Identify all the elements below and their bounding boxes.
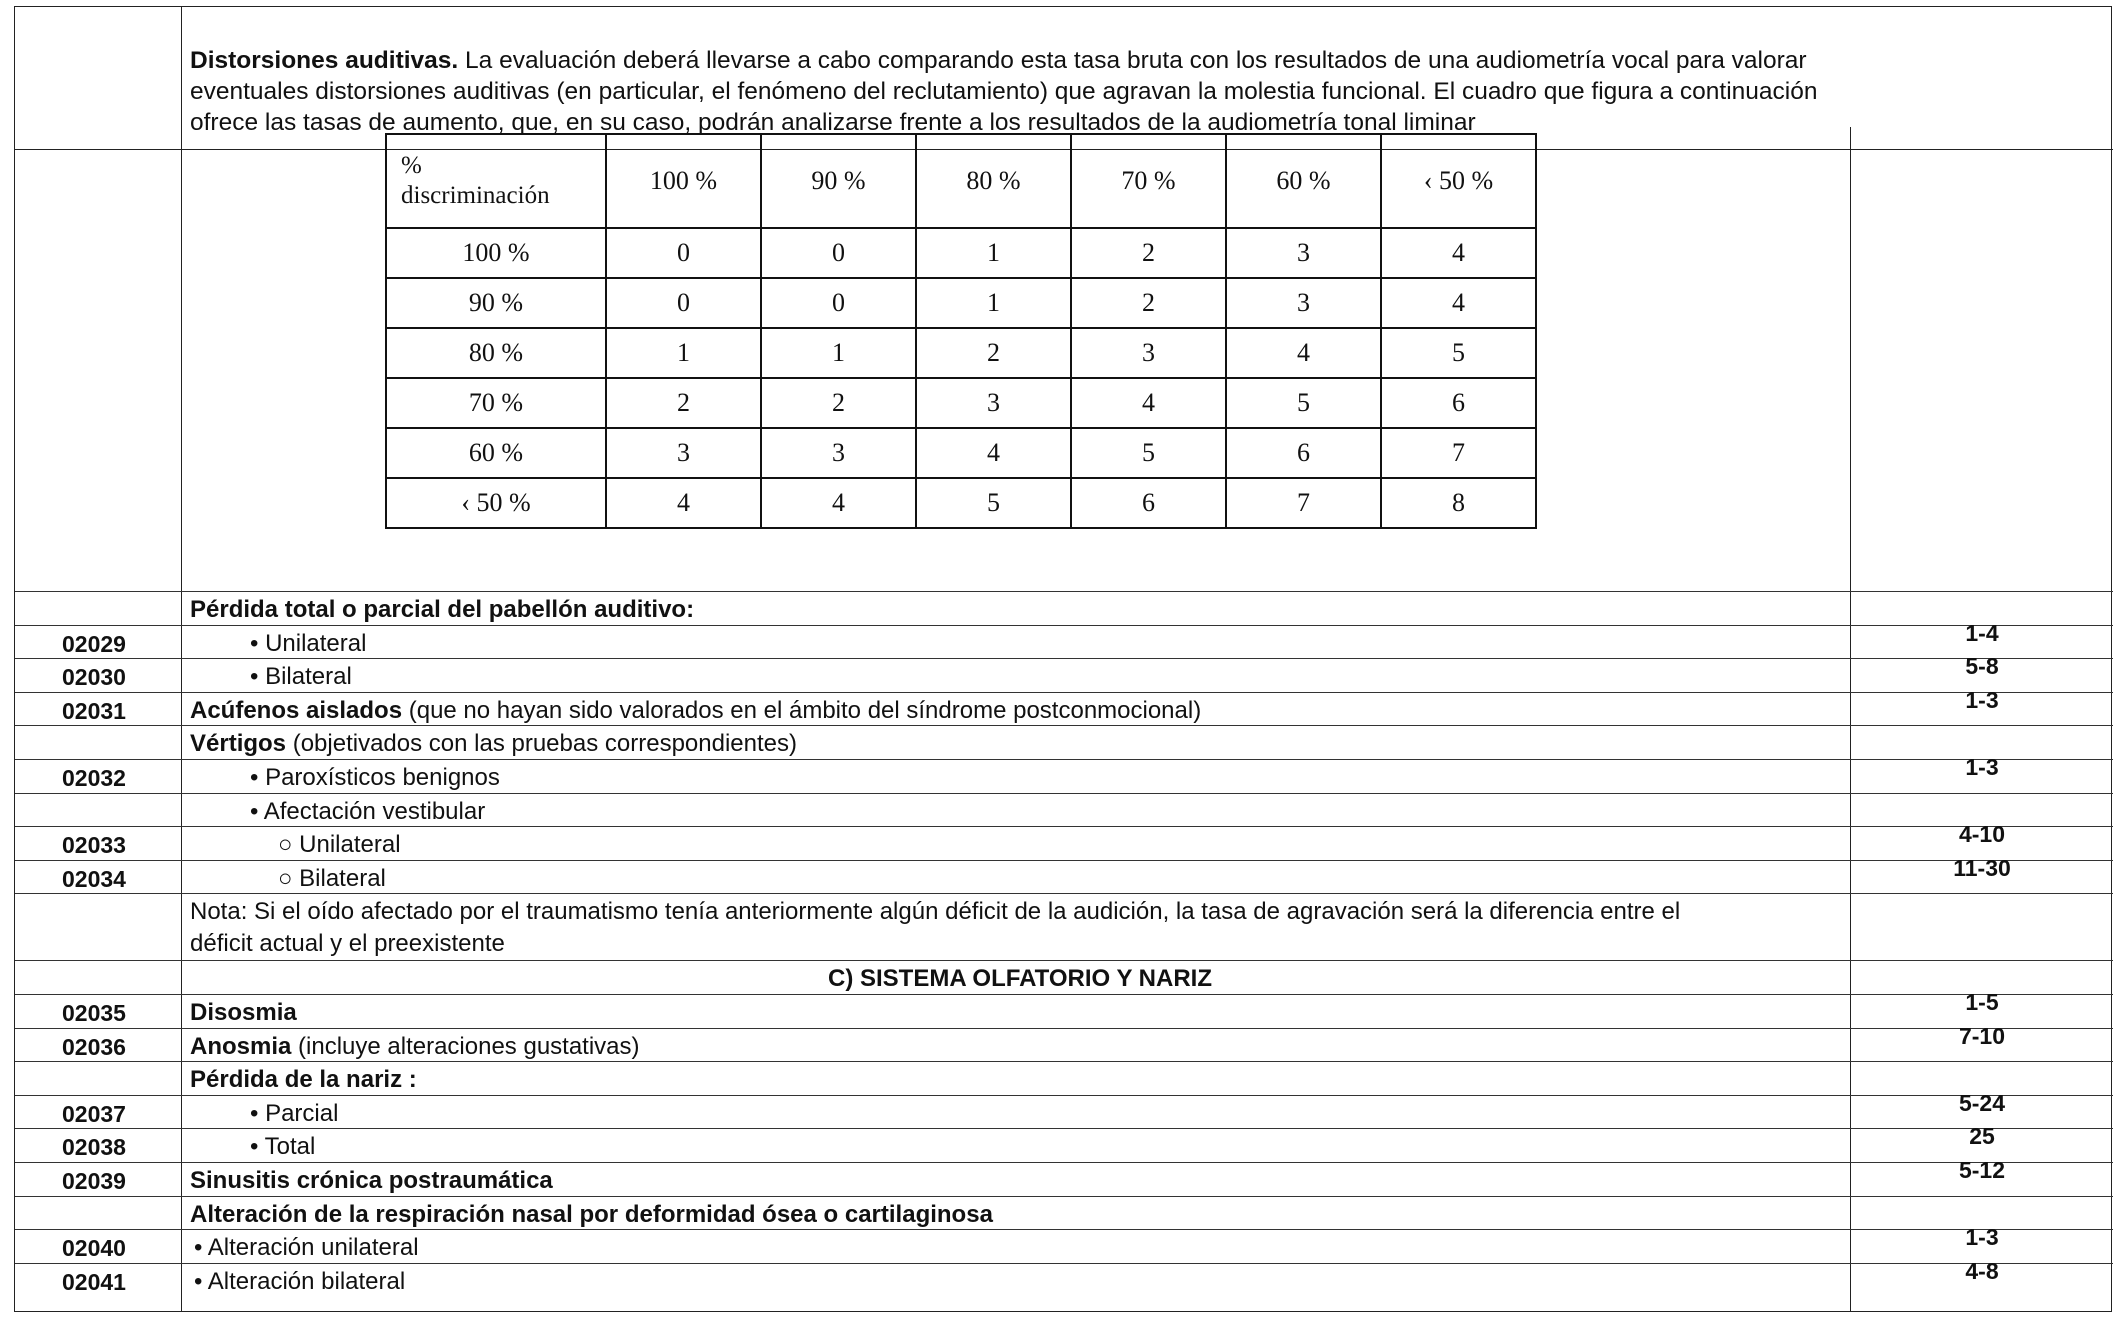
row-header: 100 % <box>386 228 606 278</box>
column-header-0: 100 % <box>606 134 761 228</box>
note-text <box>190 896 1840 960</box>
discrimination-corner-cell <box>386 134 606 228</box>
item-text: • Alteración unilateral <box>194 1234 419 1262</box>
item-description <box>190 1268 405 1296</box>
discrimination-cell: 6 <box>1071 478 1226 528</box>
item-description <box>190 1201 993 1229</box>
item-description <box>190 1133 315 1161</box>
discrimination-cell: 3 <box>1226 228 1381 278</box>
discrimination-cell: 8 <box>1381 478 1536 528</box>
item-code: 02029 <box>62 630 126 657</box>
discrimination-cell: 5 <box>1226 378 1381 428</box>
item-rate: 5-12 <box>1958 1156 2006 1183</box>
item-text: • Bilateral <box>250 663 352 691</box>
section-title: C) SISTEMA OLFATORIO Y NARIZ <box>827 965 1213 993</box>
table-row <box>15 1089 2113 1129</box>
table-row <box>15 591 2113 625</box>
item-rate: 4-10 <box>1958 821 2006 848</box>
item-code: 02038 <box>62 1134 126 1161</box>
item-rate: 7-10 <box>1958 1022 2006 1049</box>
intro-text: La evaluación deberá llevarse a cabo comparando esta tasa bruta con los resultados de una audiometría vocal para valorar eventuales distorsiones auditivas (en particular, el fenómeno del reclutamiento) que agravan la molestia funcional. El cuadro que figura a continuación ofrece las tasas de aumento, que, en su caso, podrán analizarse frente a los resultados de la audiometría tonal liminar <box>190 47 1818 136</box>
item-text: • Total <box>250 1133 316 1161</box>
table-row <box>15 686 2113 726</box>
item-text: • Afectación vestibular <box>250 797 486 825</box>
note-line-2: déficit actual y el preexistente <box>190 930 505 958</box>
discrimination-table <box>385 133 1537 529</box>
item-rate: 1-4 <box>1965 619 1999 646</box>
item-text: ○ Unilateral <box>278 831 401 859</box>
item-title: Disosmia <box>190 998 297 1026</box>
item-description <box>190 1100 338 1128</box>
item-code: 02031 <box>62 697 126 724</box>
discrimination-cell: 6 <box>1226 428 1381 478</box>
discrimination-cell: 5 <box>1071 428 1226 478</box>
item-text: • Alteración bilateral <box>194 1267 406 1295</box>
row-header: 90 % <box>386 278 606 328</box>
item-code: 02036 <box>62 1033 126 1060</box>
item-description <box>190 663 352 691</box>
item-rate: 11-30 <box>1953 854 2011 881</box>
discrimination-row <box>386 478 1536 528</box>
item-title: Vértigos <box>190 730 287 758</box>
discrimination-cell: 5 <box>916 478 1071 528</box>
discrimination-row <box>386 278 1536 328</box>
item-code: 02037 <box>62 1100 126 1127</box>
item-rate: 25 <box>1969 1123 1995 1150</box>
item-description <box>190 1234 419 1262</box>
discrimination-cell: 3 <box>1226 278 1381 328</box>
item-rate: 1-5 <box>1965 988 1999 1015</box>
item-text: • Parcial <box>250 1099 339 1127</box>
discrimination-cell: 3 <box>606 428 761 478</box>
item-description <box>190 865 386 893</box>
discrimination-cell: 2 <box>761 378 916 428</box>
item-code: 02041 <box>62 1268 126 1295</box>
item-description <box>190 798 485 826</box>
item-code: 02030 <box>62 664 126 691</box>
discrimination-cell: 4 <box>1071 378 1226 428</box>
table-row <box>15 753 2113 793</box>
item-description <box>190 1167 553 1195</box>
discrimination-cell: 4 <box>606 478 761 528</box>
item-rate: 5-8 <box>1965 653 1999 680</box>
item-rate: 1-3 <box>1965 686 1999 713</box>
discrimination-row <box>386 378 1536 428</box>
table-row <box>15 725 2113 759</box>
table-row <box>15 988 2113 1028</box>
item-rate: 1-3 <box>1965 1224 1999 1251</box>
table-row <box>15 653 2113 692</box>
discrimination-cell: 1 <box>761 328 916 378</box>
discrimination-cell: 4 <box>1381 228 1536 278</box>
discrimination-cell: 5 <box>1381 328 1536 378</box>
column-header-3: 70 % <box>1071 134 1226 228</box>
row-header: 80 % <box>386 328 606 378</box>
item-description <box>190 630 366 658</box>
discrimination-cell: 3 <box>761 428 916 478</box>
item-code: 02033 <box>62 832 126 859</box>
discrimination-cell: 6 <box>1381 378 1536 428</box>
item-text: (incluye alteraciones gustativas) <box>291 1032 640 1060</box>
row-header: 60 % <box>386 428 606 478</box>
discrimination-cell: 3 <box>1071 328 1226 378</box>
discrimination-cell: 1 <box>606 328 761 378</box>
table-row <box>15 1224 2113 1263</box>
item-title: Sinusitis crónica postraumática <box>190 1166 553 1194</box>
item-title: Anosmia <box>190 1032 292 1060</box>
discrimination-cell: 4 <box>1381 278 1536 328</box>
column-header-5: ‹ 50 % <box>1381 134 1536 228</box>
discrimination-cell: 0 <box>761 228 916 278</box>
discrimination-cell: 4 <box>761 478 916 528</box>
item-title: Pérdida total o parcial del pabellón auditivo: <box>190 596 695 623</box>
intro-heading: Distorsiones auditivas. <box>190 47 459 74</box>
discrimination-cell: 3 <box>916 378 1071 428</box>
item-title: Alteración de la respiración nasal por deformidad ósea o cartilaginosa <box>190 1200 993 1228</box>
section-title-row <box>15 960 2113 994</box>
discrimination-cell: 2 <box>916 328 1071 378</box>
discrimination-cell: 0 <box>761 278 916 328</box>
table-row <box>15 1156 2113 1196</box>
discrimination-row <box>386 428 1536 478</box>
table-row <box>15 1123 2113 1162</box>
column-header-2: 80 % <box>916 134 1071 228</box>
item-code: 02034 <box>62 865 126 892</box>
note-line-1: Nota: Si el oído afectado por el traumatismo tenía anteriormente algún déficit de la audición, la tasa de agravación será la diferencia entre el <box>190 898 1681 926</box>
discrimination-cell: 0 <box>606 278 761 328</box>
intro-paragraph <box>190 45 1840 141</box>
table-row <box>15 1196 2113 1230</box>
discrimination-cell: 2 <box>606 378 761 428</box>
item-description <box>190 697 1201 725</box>
table-row <box>15 854 2113 894</box>
row-header: 70 % <box>386 378 606 428</box>
discrimination-cell: 4 <box>1226 328 1381 378</box>
discrimination-cell: 7 <box>1226 478 1381 528</box>
item-text: • Paroxísticos benignos <box>250 763 500 791</box>
note-row <box>15 893 2113 960</box>
discrimination-cell: 1 <box>916 278 1071 328</box>
discrimination-row <box>386 228 1536 278</box>
item-description <box>190 596 694 624</box>
item-code: 02032 <box>62 764 126 791</box>
item-text: (objetivados con las pruebas correspondientes) <box>286 730 797 758</box>
discrimination-cell: 2 <box>1071 228 1226 278</box>
discrimination-cell: 1 <box>916 228 1071 278</box>
item-rate: 4-8 <box>1965 1257 1999 1284</box>
row-header: ‹ 50 % <box>386 478 606 528</box>
item-code: 02040 <box>62 1235 126 1262</box>
document-page <box>14 6 2112 1312</box>
discrimination-row <box>386 328 1536 378</box>
table-row <box>15 1061 2113 1095</box>
table-row <box>15 821 2113 860</box>
item-description <box>190 1066 417 1094</box>
item-rate: 5-24 <box>1958 1089 2006 1116</box>
item-description <box>190 999 297 1027</box>
item-description <box>190 730 797 758</box>
item-description <box>190 831 401 859</box>
item-text: (que no hayan sido valorados en el ámbito del síndrome postconmocional) <box>402 696 1202 724</box>
item-description <box>190 764 500 792</box>
item-text: • Unilateral <box>250 629 367 657</box>
corner-percent: % <box>401 152 422 179</box>
item-title: Pérdida de la nariz : <box>190 1066 417 1094</box>
discrimination-cell: 4 <box>916 428 1071 478</box>
discrimination-cell: 2 <box>1071 278 1226 328</box>
table-row <box>15 793 2113 827</box>
corner-label: discriminación <box>401 182 550 209</box>
discrimination-cell: 7 <box>1381 428 1536 478</box>
column-header-4: 60 % <box>1226 134 1381 228</box>
code-table <box>15 591 2113 1296</box>
discrimination-cell: 0 <box>606 228 761 278</box>
item-rate: 1-3 <box>1965 753 1999 780</box>
item-text: ○ Bilateral <box>278 864 386 892</box>
item-description <box>190 1033 640 1061</box>
discrimination-table-header <box>386 134 1536 228</box>
table-row <box>15 1022 2113 1062</box>
column-header-1: 90 % <box>761 134 916 228</box>
table-row <box>15 1257 2113 1297</box>
table-row <box>15 619 2113 659</box>
item-title: Acúfenos aislados <box>190 696 403 724</box>
item-code: 02035 <box>62 999 126 1026</box>
item-code: 02039 <box>62 1167 126 1194</box>
